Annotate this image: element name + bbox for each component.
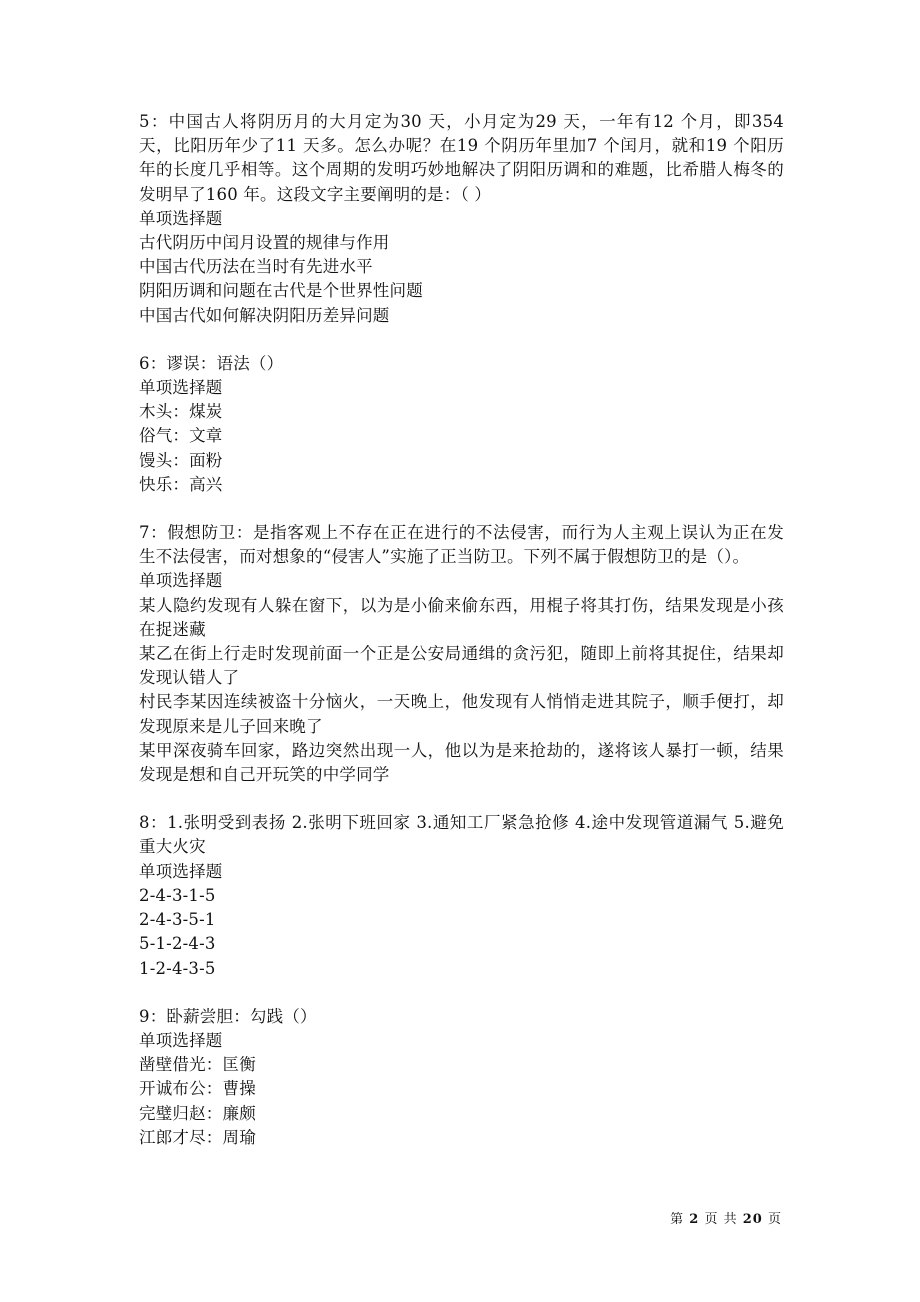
question-type: 单项选择题 (139, 1030, 223, 1050)
option-b: 中国古代历法在当时有先进水平 (139, 257, 373, 277)
option-c: 阴阳历调和问题在古代是个世界性问题 (139, 281, 423, 301)
question-9 (139, 1005, 784, 1150)
question-stem: 7：假想防卫：是指客观上不存在正在进行的不法侵害，而行为人主观上误认为正在发生不法侵害，而对想象的“侵害人”实施了正当防卫。下列不属于假想防卫的是（）。 (139, 523, 784, 567)
document-page (139, 110, 784, 1174)
question-7 (139, 521, 784, 787)
option-a: 凿壁借光：匡衡 (139, 1055, 256, 1075)
page-footer (0, 1208, 782, 1227)
question-type: 单项选择题 (139, 571, 223, 591)
question-5 (139, 110, 784, 328)
option-a: 古代阴历中闰月设置的规律与作用 (139, 233, 390, 253)
option-b: 开诚布公：曹操 (139, 1079, 256, 1099)
option-c: 完璧归赵：廉颇 (139, 1103, 256, 1123)
option-b: 俗气：文章 (139, 426, 223, 446)
option-a: 木头：煤炭 (139, 402, 223, 422)
option-a: 2-4-3-1-5 (139, 885, 216, 905)
question-type: 单项选择题 (139, 208, 223, 228)
option-c: 村民李某因连续被盗十分恼火，一天晚上，他发现有人悄悄走进其院子，顺手便打，却发现原来是儿子回来晚了 (139, 692, 784, 736)
option-b: 2-4-3-5-1 (139, 910, 216, 930)
option-d: 某甲深夜骑车回家，路边突然出现一人，他以为是来抢劫的，遂将该人暴打一顿，结果发现是想和自己开玩笑的中学同学 (139, 740, 784, 785)
question-8 (139, 811, 784, 980)
footer-prefix: 第 (670, 1212, 685, 1227)
footer-suffix: 页 (767, 1212, 782, 1227)
question-stem: 5：中国古人将阴历月的大月定为30 天，小月定为29 天，一年有12 个月，即354 天，比阳历年少了11 天多。怎么办呢？在19 个阴历年里加7 个闰月，就和19 个阳历年的长度几乎相等。这个周期的发明巧妙地解决了阴阳历调和的难题，比希腊人梅冬的发明早了160 年。这段文字主要阐明的是：（ ） (139, 112, 784, 204)
footer-middle: 页 共 (704, 1212, 738, 1227)
option-d: 江郎才尽：周瑜 (139, 1127, 256, 1147)
total-page-number: 20 (742, 1212, 763, 1227)
option-d: 1-2-4-3-5 (139, 958, 216, 978)
question-type: 单项选择题 (139, 861, 223, 881)
option-a: 某人隐约发现有人躲在窗下，以为是小偷来偷东西，用棍子将其打伤，结果发现是小孩在捉迷藏 (139, 595, 784, 639)
question-stem: 6：谬误：语法（） (139, 353, 284, 373)
question-6 (139, 352, 784, 497)
option-b: 某乙在街上行走时发现前面一个正是公安局通缉的贪污犯，随即上前将其捉住，结果却发现认错人了 (139, 644, 784, 688)
question-type: 单项选择题 (139, 378, 223, 398)
question-stem: 8：1.张明受到表扬 2.张明下班回家 3.通知工厂紧急抢修 4.途中发现管道漏气 5.避免重大火灾 (139, 813, 784, 857)
question-stem: 9：卧薪尝胆：勾践（） (139, 1006, 317, 1026)
option-c: 5-1-2-4-3 (139, 934, 216, 954)
option-c: 馒头：面粉 (139, 450, 223, 470)
option-d: 中国古代如何解决阴阳历差异问题 (139, 305, 390, 325)
current-page-number: 2 (689, 1212, 700, 1227)
option-d: 快乐：高兴 (139, 474, 223, 494)
